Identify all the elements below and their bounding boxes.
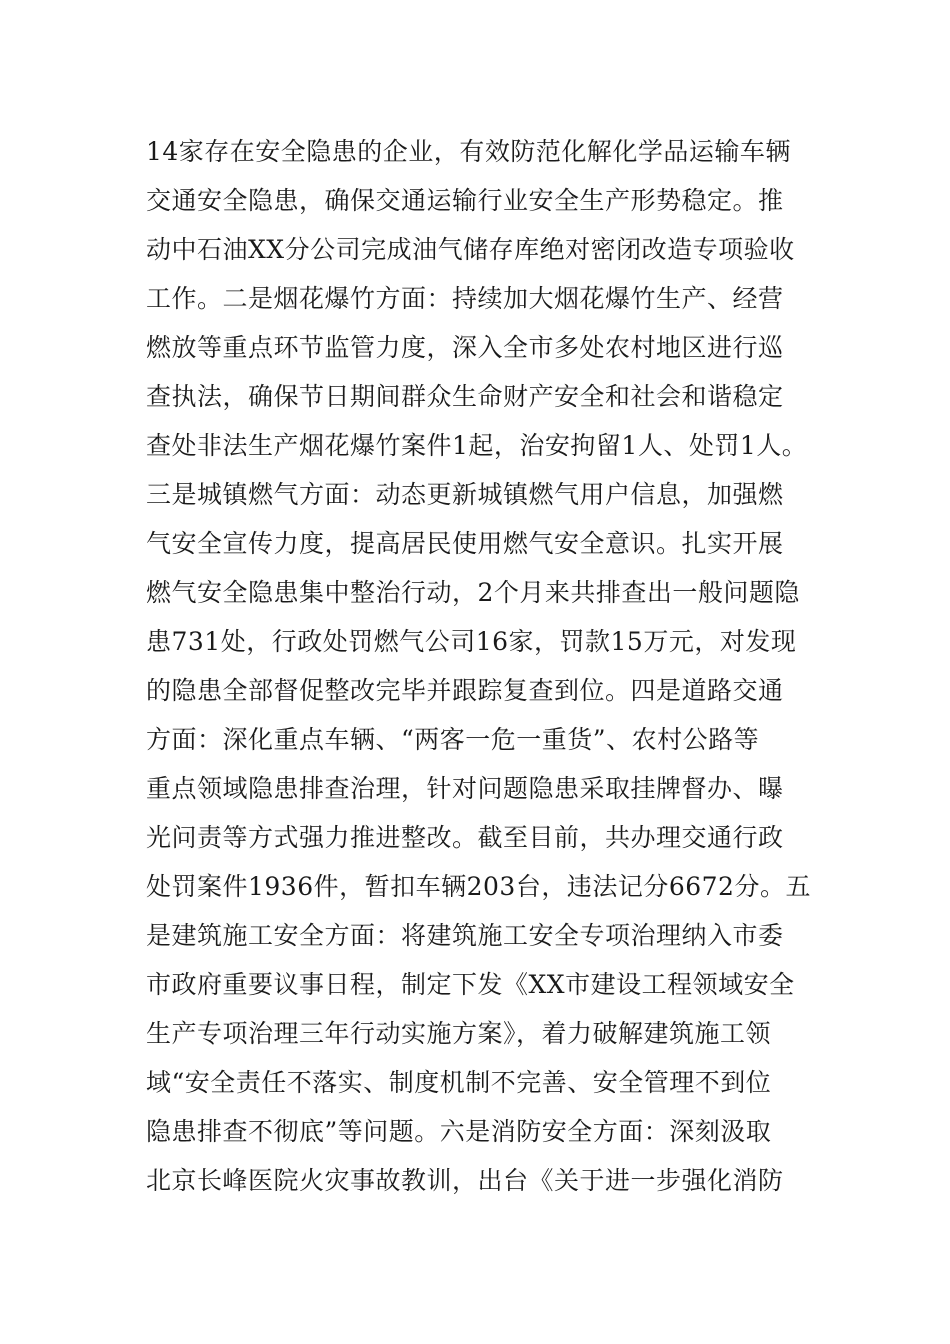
text-line: 是建筑施工安全方面：将建筑施工安全专项治理纳入市委 xyxy=(146,921,784,950)
text-line: 气安全宣传力度，提高居民使用燃气安全意识。扎实开展 xyxy=(146,529,784,558)
text-line: 14家存在安全隐患的企业，有效防范化解化学品运输车辆 xyxy=(146,137,791,166)
text-line: 患731处，行政处罚燃气公司16家，罚款15万元，对发现 xyxy=(146,627,797,656)
text-line: 光问责等方式强力推进整改。截至目前，共办理交通行政 xyxy=(146,823,784,852)
text-line: 处罚案件1936件，暂扣车辆203台，违法记分6672分。五 xyxy=(146,872,811,901)
body-text xyxy=(146,127,846,1205)
text-line: 北京长峰医院火灾事故教训，出台《关于进一步强化消防 xyxy=(146,1166,784,1195)
text-line: 隐患排查不彻底”等问题。六是消防安全方面：深刻汲取 xyxy=(146,1117,772,1146)
text-line: 生产专项治理三年行动实施方案》，着力破解建筑施工领 xyxy=(146,1019,772,1048)
text-line: 市政府重要议事日程，制定下发《XX市建设工程领域安全 xyxy=(146,970,795,999)
text-line: 方面：深化重点车辆、“两客一危一重货”、农村公路等 xyxy=(146,725,760,754)
text-line: 工作。二是烟花爆竹方面：持续加大烟花爆竹生产、经营 xyxy=(146,284,784,313)
text-line: 重点领域隐患排查治理，针对问题隐患采取挂牌督办、曝 xyxy=(146,774,784,803)
text-line: 域“安全责任不落实、制度机制不完善、安全管理不到位 xyxy=(146,1068,772,1097)
text-line: 燃放等重点环节监管力度，深入全市多处农村地区进行巡 xyxy=(146,333,784,362)
text-line: 的隐患全部督促整改完毕并跟踪复查到位。四是道路交通 xyxy=(146,676,784,705)
text-line: 交通安全隐患，确保交通运输行业安全生产形势稳定。推 xyxy=(146,186,784,215)
text-line: 三是城镇燃气方面：动态更新城镇燃气用户信息，加强燃 xyxy=(146,480,784,509)
text-line: 查执法，确保节日期间群众生命财产安全和社会和谐稳定 xyxy=(146,382,784,411)
text-line: 动中石油XX分公司完成油气储存库绝对密闭改造专项验收 xyxy=(146,235,795,264)
text-line: 查处非法生产烟花爆竹案件1起，治安拘留1人、处罚1人。 xyxy=(146,431,808,460)
text-line: 燃气安全隐患集中整治行动，2个月来共排查出一般问题隐 xyxy=(146,578,800,607)
